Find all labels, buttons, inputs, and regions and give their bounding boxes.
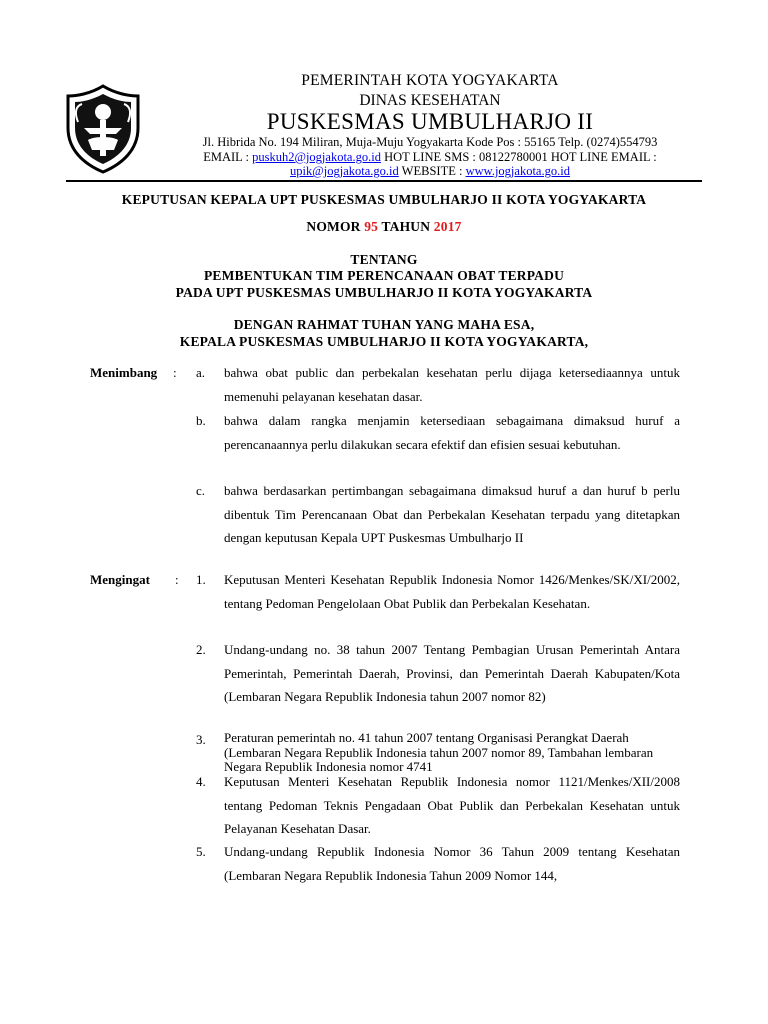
menimbang-marker-a: a. xyxy=(196,365,206,380)
nomor-value: 95 xyxy=(364,219,379,234)
tahun-label: TAHUN xyxy=(378,219,434,234)
email-link[interactable]: puskuh2@jogjakota.go.id xyxy=(252,150,381,164)
mengingat-label: Mengingat xyxy=(90,572,150,587)
tentang-heading: TENTANG xyxy=(350,252,418,267)
header-divider xyxy=(66,180,702,182)
menimbang-item-b: bahwa dalam rangka menjamin ketersediaan sebagaimana dimaksud huruf a perencanaannya perlu dilakukan secara efektif dan efisien sesuai kebutuhan. xyxy=(224,413,680,452)
menimbang-item-c: bahwa berdasarkan pertimbangan sebagaimana dimaksud huruf a dan huruf b perlu dibentuk Tim Perencanaan Obat dan Perbekalan Kesehatan terpadu yang ditetapkan dengan keputusan Kepala UPT Puskesmas Umbulharjo II xyxy=(224,483,680,545)
decree-number xyxy=(66,219,702,235)
subject-line-2: PADA UPT PUSKESMAS UMBULHARJO II KOTA YOGYAKARTA xyxy=(175,285,593,300)
menimbang-marker-c: c. xyxy=(196,483,206,498)
header-government: PEMERINTAH KOTA YOGYAKARTA xyxy=(301,72,559,89)
menimbang-marker-b: b. xyxy=(196,413,206,428)
menimbang-item-a: bahwa obat public dan perbekalan kesehatan perlu dijaga ketersediaannya untuk memenuhi pelayanan kesehatan dasar. xyxy=(224,365,680,404)
tahun-value: 2017 xyxy=(433,219,462,234)
website-prefix: WEBSITE : xyxy=(398,164,466,178)
header-department: DINAS KESEHATAN xyxy=(359,92,501,109)
header-web-line xyxy=(150,164,710,179)
mengingat-item-5: Undang-undang Republik Indonesia Nomor 36 Tahun 2009 tentang Kesehatan (Lembaran Negara Republik Indonesia Tahun 2009 Nomor 144, xyxy=(224,844,680,883)
mengingat-item-1: Keputusan Menteri Kesehatan Republik Indonesia Nomor 1426/Menkes/SK/XI/2002, tentang Pedoman Pengelolaan Obat Publik dan Perbekalan Kesehatan. xyxy=(224,572,680,611)
preamble-line-1: DENGAN RAHMAT TUHAN YANG MAHA ESA, xyxy=(233,317,535,332)
mengingat-marker-2: 2. xyxy=(196,642,206,657)
hotline-email-link[interactable]: upik@jogjakota.go.id xyxy=(290,164,399,178)
mengingat-item-2: Undang-undang no. 38 tahun 2007 Tentang Pembagian Urusan Pemerintah Antara Pemerintah, Pemerintah Daerah, Provinsi, dan Pemerintah Daerah Kabupaten/Kota (Lembaran Negara Republik Indonesia tahun 2007 nomor 82) xyxy=(224,642,680,704)
email-prefix: EMAIL : xyxy=(203,150,253,164)
menimbang-colon: : xyxy=(173,365,177,380)
header-puskesmas: PUSKESMAS UMBULHARJO II xyxy=(266,109,594,134)
mengingat-marker-5: 5. xyxy=(196,844,206,859)
mengingat-item-3: Peraturan pemerintah no. 41 tahun 2007 tentang Organisasi Perangkat Daerah (Lembaran Negara Republik Indonesia tahun 2007 nomor 89, Tambahan lembaran Negara Republik Indonesia nomor 4741 xyxy=(224,730,654,774)
decree-title: KEPUTUSAN KEPALA UPT PUSKESMAS UMBULHARJO II KOTA YOGYAKARTA xyxy=(121,192,647,207)
website-link[interactable]: www.jogjakota.go.id xyxy=(465,164,570,178)
hotline-sms: HOT LINE SMS : 08122780001 HOT LINE EMAIL : xyxy=(380,150,657,164)
header-address: Jl. Hibrida No. 194 Miliran, Muja-Muju Yogyakarta Kode Pos : 55165 Telp. (0274)554793 xyxy=(202,135,658,149)
mengingat-item-4: Keputusan Menteri Kesehatan Republik Indonesia nomor 1121/Menkes/XII/2008 tentang Pedoman Teknis Pengadaan Obat Publik dan Perbekalan Kesehatan untuk Pelayanan Kesehatan Dasar. xyxy=(224,774,680,836)
mengingat-marker-1: 1. xyxy=(196,572,206,587)
preamble-line-2: KEPALA PUSKESMAS UMBULHARJO II KOTA YOGYAKARTA, xyxy=(179,334,589,349)
mengingat-marker-3: 3. xyxy=(196,732,206,747)
menimbang-label: Menimbang xyxy=(90,365,158,380)
city-emblem-icon xyxy=(64,82,142,174)
mengingat-colon: : xyxy=(175,572,179,587)
nomor-label: NOMOR xyxy=(306,219,365,234)
mengingat-marker-4: 4. xyxy=(196,774,206,789)
subject-line-1: PEMBENTUKAN TIM PERENCANAAN OBAT TERPADU xyxy=(203,268,565,283)
header-contact-line xyxy=(150,150,710,165)
